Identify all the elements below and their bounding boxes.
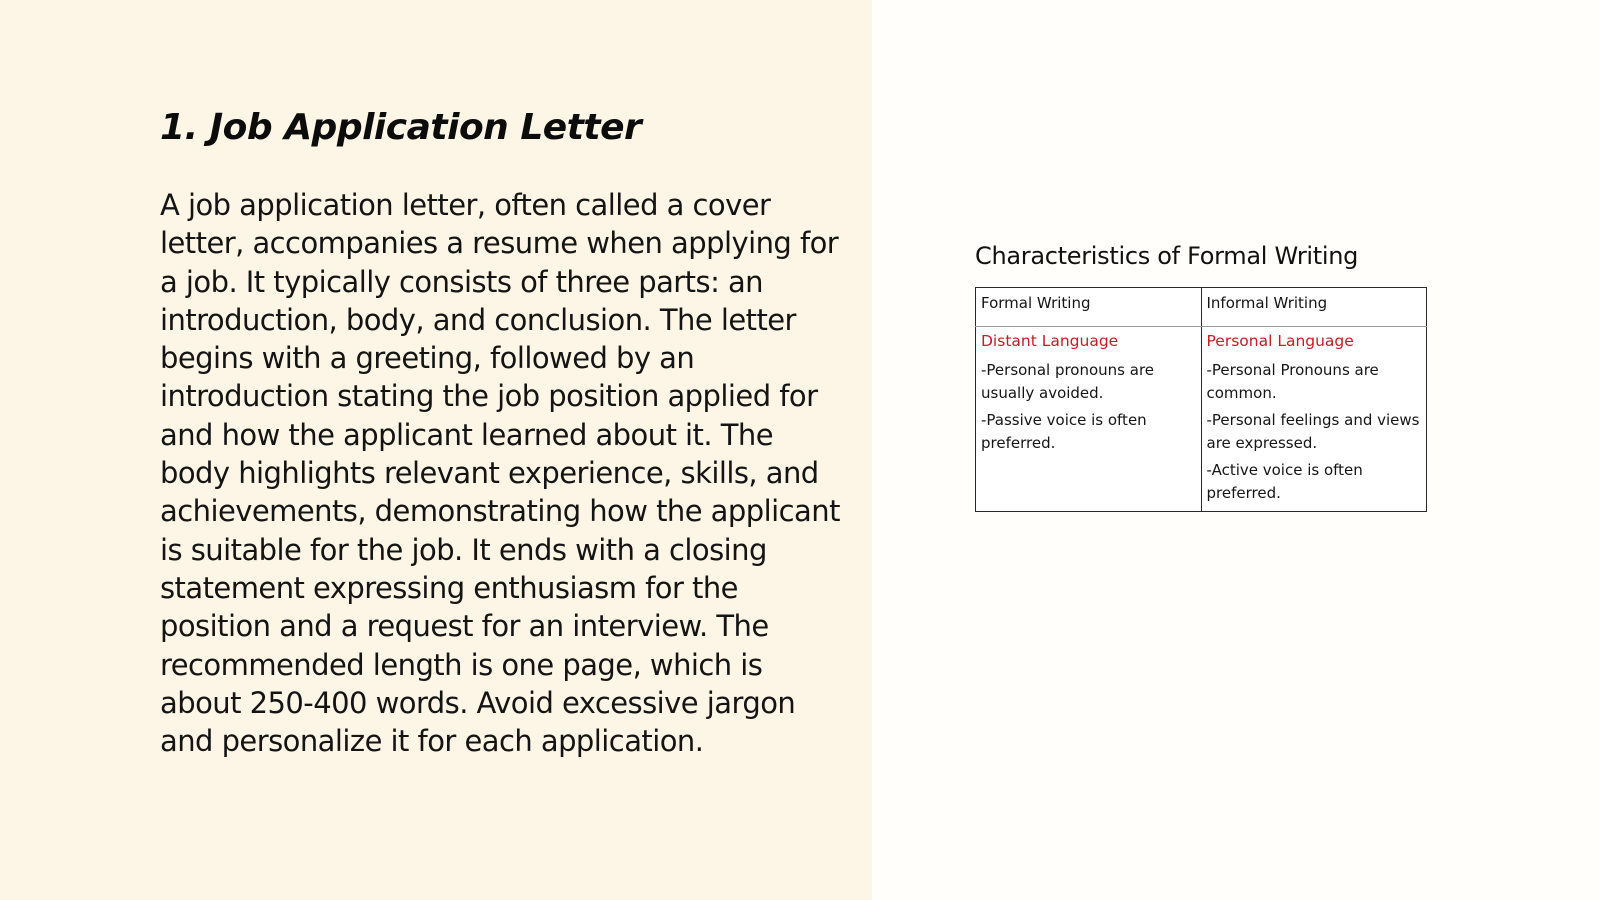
table-header-informal: Informal Writing [1201,288,1427,327]
slide-title: 1. Job Application Letter [160,107,642,148]
formal-cell-item: -Personal pronouns are usually avoided. [981,361,1155,402]
table-header-formal: Formal Writing [976,288,1202,327]
figure-title: Characteristics of Formal Writing [975,242,1359,270]
slide-body-text: A job application letter, often called a cover letter, accompanies a resume when applying for a job. It typically consists of three parts: an introduction, body, and conclusion. The letter begins with a greeting, followed by an introduction stating the job position applied for and how the applicant learned about it. The body highlights relevant experience, skills, and achievements, demonstrating how the applicant is suitable for the job. It ends with a closing statement expressing enthusiasm for the position and a request for an interview. The recommended length is one page, which is about 250-400 words. Avoid excessive jargon and personalize it for each application. [160,188,840,759]
informal-cell-item: -Personal Pronouns are common. [1206,361,1379,402]
formal-informal-table [975,287,1427,512]
formal-cell-item: -Passive voice is often preferred. [981,411,1147,452]
formal-writing-cell [976,327,1202,512]
informal-cell-item: -Personal feelings and views are expressed. [1206,411,1420,452]
informal-writing-cell [1201,327,1427,512]
informal-cell-heading: Personal Language [1206,332,1354,350]
table-row [976,327,1427,512]
formal-cell-heading: Distant Language [981,332,1119,350]
informal-cell-item: -Active voice is often preferred. [1206,461,1363,502]
table-header-row [976,288,1427,327]
